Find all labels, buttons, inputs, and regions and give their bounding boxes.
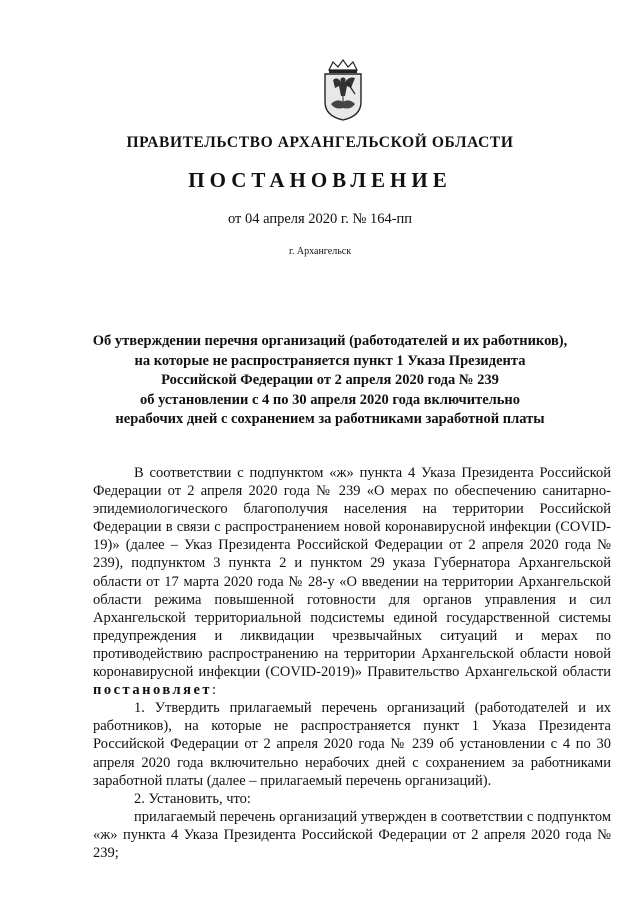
decree-word: постановляет <box>93 682 213 699</box>
document-type: ПОСТАНОВЛЕНИЕ <box>188 168 452 192</box>
subject-line: Об утверждении перечня организаций (работодателей и их работников), <box>92 333 568 349</box>
arkhangelsk-coat-of-arms-icon <box>321 58 365 122</box>
subject-line: об установлении с 4 по 30 апреля 2020 года включительно <box>139 391 521 408</box>
subject-line: Российской Федерации от 2 апреля 2020 года № 239 <box>161 372 499 388</box>
subject-line: нерабочих дней с сохранением за работниками заработной платы <box>115 411 545 427</box>
item-1-paragraph: 1. Утвердить прилагаемый перечень организаций (работодателей и их работников), на которые не распространяется пункт 1 Указа Президента Российской Федерации от 2 апреля 2020 года № 239 об установлении с 4 по 30 апреля 2020 года включительно нерабочих дней с сохранением за работниками заработной платы (далее – прилагаемый перечень организаций). <box>93 700 611 789</box>
government-title: ПРАВИТЕЛЬСТВО АРХАНГЕЛЬСКОЙ ОБЛАСТИ <box>126 134 514 151</box>
item-2-paragraph: 2. Установить, что: <box>134 790 251 807</box>
subject-line: на которые не распространяется пункт 1 Указа Президента <box>134 352 526 369</box>
document-city: г. Архангельск <box>288 246 352 257</box>
decree-colon: : <box>212 682 217 699</box>
document-subject <box>80 332 580 430</box>
preamble-paragraph <box>93 464 611 699</box>
preamble-text: В соответствии с подпунктом «ж» пункта 4 Указа Президента Российской Федерации от 2 апреля 2020 года № 239 «О мерах по обеспечению санитарно-эпидемиологического благополучия населения на территории Российской Федерации в связи с распространением новой коронавирусной инфекции (COVID-19)» (далее – Указ Президента Российской Федерации от 2 апреля 2020 года № 239), подпунктом 3 пункта 2 и пунктом 29 указа Губернатора Архангельской области от 17 марта 2020 года № 28-у «О введении на территории Архангельской области режима повышенной готовности для органов управления и сил Архангельской территориальной подсистемы единой государственной системы предупреждения и ликвидации чрезвычайных ситуаций и мерах по противодействию распространению на территории Архангельской области новой коронавирусной инфекции (COVID-2019)» Правительство Архангельской области <box>93 465 611 681</box>
document-body <box>93 464 611 862</box>
item-2-sub-paragraph: прилагаемый перечень организаций утвержден в соответствии с подпунктом «ж» пункта 4 Указа Президента Российской Федерации от 2 апреля 2020 года № 239; <box>93 808 611 861</box>
document-date-number: от 04 апреля 2020 г. № 164-пп <box>227 211 413 227</box>
